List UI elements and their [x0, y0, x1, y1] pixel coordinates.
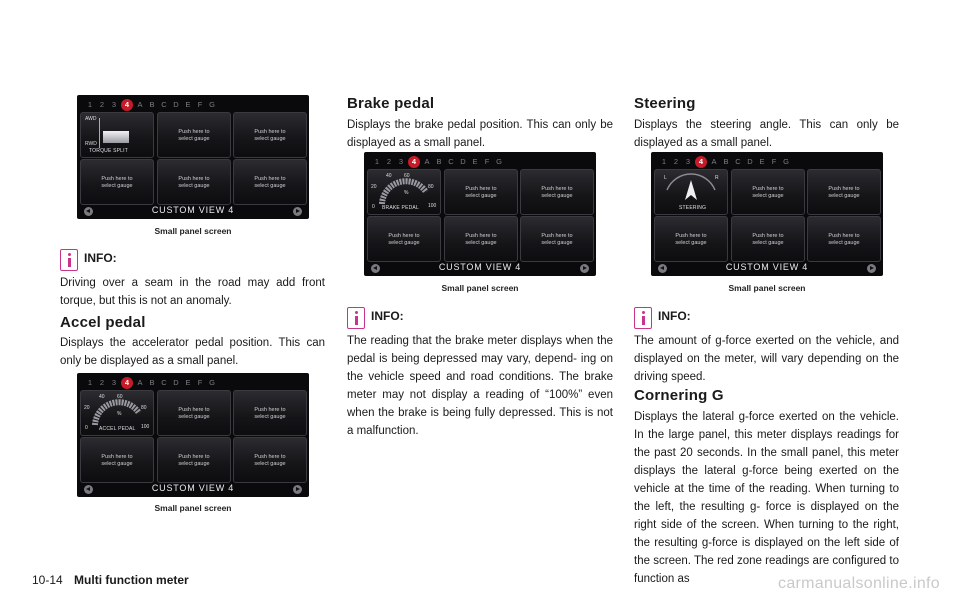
screen-bottom-bar [651, 260, 883, 276]
push-text: Push here to select gauge [752, 186, 784, 199]
arrow-right-icon [293, 207, 302, 216]
gauge-label: BRAKE PEDAL [382, 205, 419, 211]
push-cell [233, 159, 307, 205]
push-text: Push here to select gauge [254, 129, 286, 142]
screen-title: CUSTOM VIEW 4 [438, 262, 522, 272]
tab-b: B [149, 100, 155, 109]
tab-c: C [448, 157, 454, 166]
info-block [347, 307, 613, 331]
tab-c: C [161, 378, 167, 387]
tab-d: D [173, 100, 179, 109]
push-text: Push here to select gauge [541, 233, 573, 246]
gauge-label: ACCEL PEDAL [99, 426, 136, 432]
screen-bottom-bar [364, 260, 596, 276]
push-text: Push here to select gauge [675, 233, 707, 246]
push-cell [157, 112, 231, 158]
gauge-cell-torque-split [80, 112, 154, 158]
section-heading-steering: Steering [634, 95, 696, 112]
tab-f: F [197, 100, 203, 109]
left-mark: L [664, 175, 667, 181]
custom-view-screen-brake [364, 152, 596, 276]
tab-b: B [436, 157, 442, 166]
tab-g: G [209, 100, 215, 109]
push-cell [654, 216, 728, 262]
tab-4-active: 4 [121, 99, 133, 111]
page-footer [32, 573, 189, 587]
rwd-label: RWD [85, 141, 97, 147]
right-mark: R [715, 175, 719, 181]
tick-20: 20 [84, 405, 90, 411]
tick-100: 100 [141, 424, 150, 430]
push-text: Push here to select gauge [178, 454, 210, 467]
tick-40: 40 [99, 394, 105, 400]
screen-title: CUSTOM VIEW 4 [151, 205, 235, 215]
screen-title: CUSTOM VIEW 4 [725, 262, 809, 272]
tab-f: F [484, 157, 490, 166]
arrow-right-icon [293, 485, 302, 494]
tab-f: F [771, 157, 777, 166]
push-text: Push here to select gauge [101, 454, 133, 467]
push-cell [520, 216, 594, 262]
page-number: 10-14 [32, 573, 63, 587]
section-heading-cornering-g: Cornering G [634, 387, 724, 404]
push-cell [233, 437, 307, 483]
gauge-label: STEERING [679, 205, 707, 211]
steering-paragraph: Displays the steering angle. This can only be displayed as a small panel. [634, 119, 899, 149]
push-cell [157, 390, 231, 436]
push-cell [807, 216, 881, 262]
gauge-cell-brake-pedal [367, 169, 441, 215]
push-cell [233, 390, 307, 436]
push-text: Push here to select gauge [752, 233, 784, 246]
info-label: INFO: [658, 309, 691, 323]
tab-a: A [424, 157, 430, 166]
push-cell [80, 159, 154, 205]
tab-b: B [723, 157, 729, 166]
tab-c: C [161, 100, 167, 109]
tab-a: A [711, 157, 717, 166]
arrow-right-icon [867, 264, 876, 273]
tab-3: 3 [111, 100, 117, 109]
push-text: Push here to select gauge [178, 176, 210, 189]
tick-60: 60 [117, 394, 123, 400]
tab-2: 2 [99, 100, 105, 109]
push-cell [807, 169, 881, 215]
info-paragraph: The amount of g-force exerted on the vehicle, and displayed on the meter, will vary depending on the driving speed. [634, 335, 899, 383]
percent-sign: % [404, 190, 409, 196]
push-text: Push here to select gauge [254, 454, 286, 467]
custom-view-screen-torque [77, 95, 309, 219]
arrow-right-icon [580, 264, 589, 273]
info-paragraph: Driving over a seam in the road may add front torque, but this is not an anomaly. [60, 277, 325, 307]
section-heading-brake-pedal: Brake pedal [347, 95, 435, 112]
push-text: Push here to select gauge [254, 407, 286, 420]
push-text: Push here to select gauge [254, 176, 286, 189]
view-tabs [659, 155, 791, 169]
gauge-cell-accel-pedal [80, 390, 154, 436]
watermark: carmanualsonline.info [778, 575, 940, 592]
tab-g: G [783, 157, 789, 166]
tab-c: C [735, 157, 741, 166]
push-cell [233, 112, 307, 158]
awd-label: AWD [85, 116, 97, 122]
view-tabs [372, 155, 504, 169]
percent-sign: % [117, 411, 122, 417]
tick-60: 60 [404, 173, 410, 179]
tab-2: 2 [673, 157, 679, 166]
info-icon [634, 307, 652, 329]
info-block [60, 249, 325, 273]
tab-a: A [137, 378, 143, 387]
info-icon [347, 307, 365, 329]
push-cell [444, 169, 518, 215]
push-cell [731, 216, 805, 262]
push-text: Push here to select gauge [828, 233, 860, 246]
push-text: Push here to select gauge [465, 186, 497, 199]
section-title: Multi function meter [74, 573, 189, 587]
gauge-cell-steering [654, 169, 728, 215]
custom-view-screen-accel [77, 373, 309, 497]
tab-1: 1 [87, 100, 93, 109]
tab-d: D [173, 378, 179, 387]
tab-1: 1 [661, 157, 667, 166]
accel-paragraph: Displays the accelerator pedal position. This can only be displayed as a small panel. [60, 337, 325, 367]
tick-20: 20 [371, 184, 377, 190]
info-label: INFO: [371, 309, 404, 323]
push-cell [520, 169, 594, 215]
tab-2: 2 [99, 378, 105, 387]
screen-title: CUSTOM VIEW 4 [151, 483, 235, 493]
push-cell [157, 437, 231, 483]
tab-e: E [185, 100, 191, 109]
push-text: Push here to select gauge [178, 407, 210, 420]
tab-f: F [197, 378, 203, 387]
screen-bottom-bar [77, 203, 309, 219]
info-label: INFO: [84, 251, 117, 265]
screen-bottom-bar [77, 481, 309, 497]
tick-0: 0 [85, 425, 88, 431]
push-cell [731, 169, 805, 215]
push-cell [80, 437, 154, 483]
view-tabs [85, 98, 217, 112]
tab-e: E [185, 378, 191, 387]
tab-d: D [747, 157, 753, 166]
custom-view-screen-steering [651, 152, 883, 276]
tab-3: 3 [398, 157, 404, 166]
push-text: Push here to select gauge [465, 233, 497, 246]
figure-caption: Small panel screen [154, 503, 232, 513]
push-text: Push here to select gauge [541, 186, 573, 199]
tab-4-active: 4 [121, 377, 133, 389]
push-text: Push here to select gauge [178, 129, 210, 142]
tick-80: 80 [141, 405, 147, 411]
tick-80: 80 [428, 184, 434, 190]
tab-e: E [472, 157, 478, 166]
figure-caption: Small panel screen [154, 226, 232, 236]
push-cell [157, 159, 231, 205]
view-tabs [85, 376, 217, 390]
torque-scale [99, 118, 102, 148]
tab-1: 1 [87, 378, 93, 387]
tab-e: E [759, 157, 765, 166]
tick-0: 0 [372, 204, 375, 210]
push-text: Push here to select gauge [388, 233, 420, 246]
tab-3: 3 [111, 378, 117, 387]
tab-3: 3 [685, 157, 691, 166]
push-cell [367, 216, 441, 262]
torque-bar [103, 131, 129, 143]
tab-g: G [209, 378, 215, 387]
tab-a: A [137, 100, 143, 109]
tab-1: 1 [374, 157, 380, 166]
tick-40: 40 [386, 173, 392, 179]
figure-caption: Small panel screen [441, 283, 519, 293]
figure-caption: Small panel screen [728, 283, 806, 293]
section-heading-accel-pedal: Accel pedal [60, 314, 146, 331]
tab-2: 2 [386, 157, 392, 166]
tab-b: B [149, 378, 155, 387]
tick-100: 100 [428, 203, 437, 209]
push-text: Push here to select gauge [828, 186, 860, 199]
push-cell [444, 216, 518, 262]
tab-d: D [460, 157, 466, 166]
info-icon [60, 249, 78, 271]
tab-g: G [496, 157, 502, 166]
push-text: Push here to select gauge [101, 176, 133, 189]
brake-paragraph: Displays the brake pedal position. This can only be displayed as a small panel. [347, 119, 613, 149]
gauge-label: TORQUE SPLIT [89, 148, 128, 154]
info-block [634, 307, 899, 331]
info-paragraph: The reading that the brake meter displays when the pedal is being depressed may vary, depend- ing on the vehicle speed and road conditions. The brake meter may not display a reading of “100%” even when the brake is being fully depressed. This is not a malfunction. [347, 335, 613, 437]
tab-4-active: 4 [408, 156, 420, 168]
cornering-paragraph: Displays the lateral g-force exerted on the vehicle. In the large panel, this meter displays readings for the past 20 seconds. In the small panel, this meter displays the lateral g-force being exerted on the vehicle at the time of the reading. When turning to the left, the resulting g- force is displayed on the right side of the screen. When turning to the right, the resulting g-force is displayed on the left side of the screen. The red zone readings are configured to function as [634, 411, 899, 585]
tab-4-active: 4 [695, 156, 707, 168]
